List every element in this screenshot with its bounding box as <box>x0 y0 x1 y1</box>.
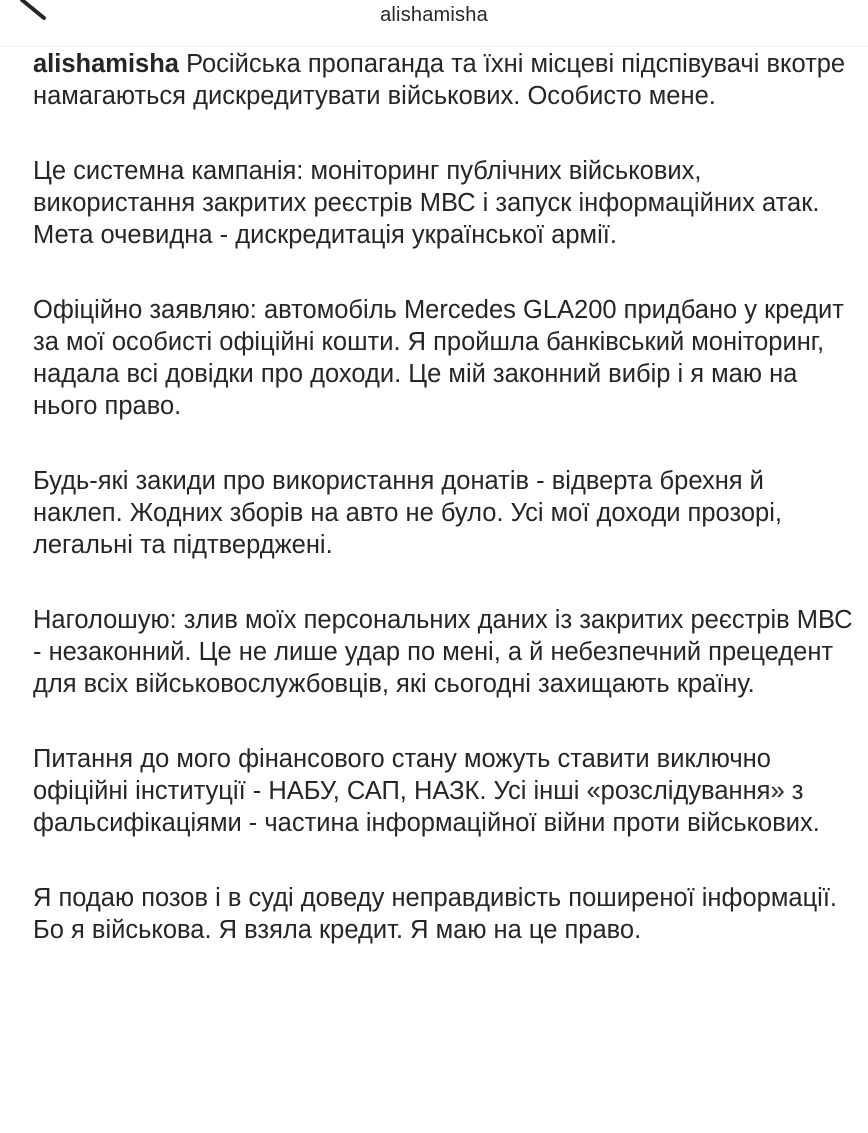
caption-paragraph-1 <box>33 48 853 112</box>
caption-paragraph-2: Це системна кампанія: моніторинг публічних військових, використання закритих реєстрів МВС і запуск інформаційних атак. Мета очевидна - дискредитація української армії. <box>33 157 820 249</box>
caption-paragraph-3: Офіційно заявляю: автомобіль Mercedes GLA200 придбано у кредит за мої особисті офіційні кошти. Я пройшла банківський моніторинг, надала всі довідки про доходи. Це мій законний вибір і я маю на нього право. <box>33 296 844 420</box>
post-header <box>0 0 868 47</box>
caption-paragraph-7: Я подаю позов і в суді доведу неправдивість поширеної інформації. Бо я військова. Я взяла кредит. Я маю на це право. <box>33 884 838 944</box>
caption-paragraph-4: Будь-які закиди про використання донатів - відверта брехня й наклеп. Жодних зборів на авто не було. Усі мої доходи прозорі, легальні та підтверджені. <box>33 467 782 559</box>
header-title: alishamisha <box>380 4 488 26</box>
caption-paragraph-5: Наголошую: злив моїх персональних даних із закритих реєстрів МВС - незаконний. Це не лише удар по мені, а й небезпечний прецедент для всіх військовослужбовців, які сьогодні захищають країну. <box>33 606 853 698</box>
caption-username[interactable]: alishamisha <box>33 50 179 78</box>
caption-text: Російська пропаганда та їхні місцеві підспівувачі вкотре намагаються дискредитувати військових. Особисто мене. <box>33 50 846 110</box>
caption-paragraph-6: Питання до мого фінансового стану можуть ставити виключно офіційні інституції - НАБУ, САП, НАЗК. Усі інші «розслідування» з фальсифікаціями - частина інформаційної війни проти військових. <box>33 745 820 837</box>
post-caption <box>33 48 853 989</box>
